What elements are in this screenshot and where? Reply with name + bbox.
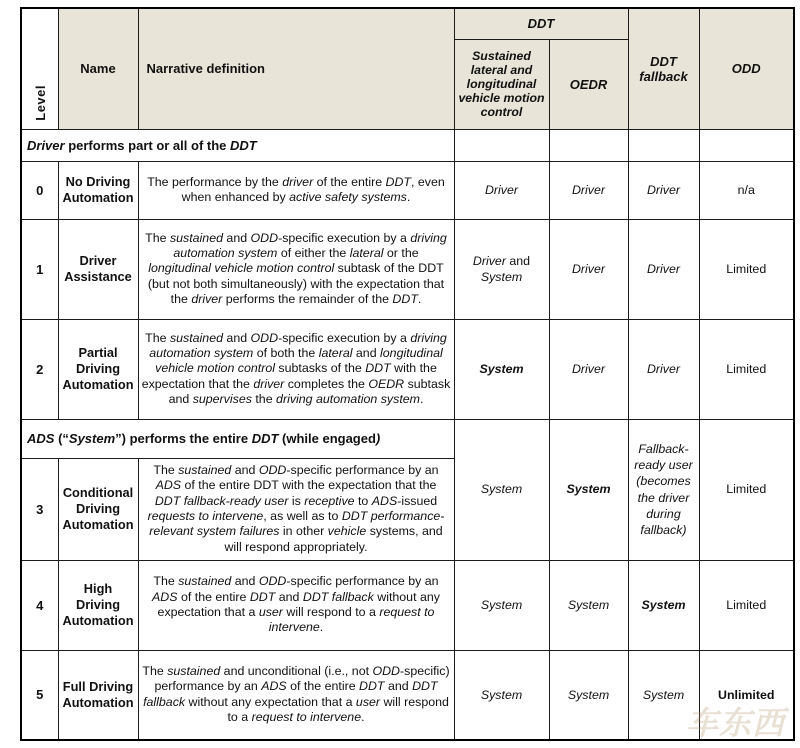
name-cell: No Driving Automation <box>58 161 138 219</box>
sustained-control-cell: System <box>454 650 549 740</box>
name-cell: Driver Assistance <box>58 219 138 319</box>
narrative-cell: The sustained and ODD-specific performance by an ADS of the entire DDT and DDT fallback without any expectation that a user will respond to a request to intervene. <box>138 560 454 650</box>
column-header-ddt-group: DDT <box>454 8 628 39</box>
oedr-cell: Driver <box>549 219 628 319</box>
ddt-fallback-cell: Driver <box>628 161 699 219</box>
name-cell: Conditional Driving Automation <box>58 458 138 560</box>
oedr-cell: Driver <box>549 319 628 419</box>
oedr-cell: System <box>549 419 628 560</box>
oedr-cell: System <box>549 560 628 650</box>
table-row-level-5 <box>21 650 794 740</box>
column-header-name: Name <box>58 8 138 129</box>
section1-empty-odd <box>699 129 794 161</box>
name-cell: High Driving Automation <box>58 560 138 650</box>
level-cell: 2 <box>21 319 58 419</box>
ddt-fallback-cell: Fallback-ready user (becomes the driver during fallback) <box>628 419 699 560</box>
column-header-level <box>21 8 58 129</box>
column-header-odd: ODD <box>699 8 794 129</box>
narrative-cell: The sustained and ODD-specific performance by an ADS of the entire DDT with the expectation that the DDT fallback-ready user is receptive to ADS-issued requests to intervene, as well as to DDT performance-relevant system failures in other vehicle systems, and will respond appropriately. <box>138 458 454 560</box>
level-header-label: Level <box>33 84 49 121</box>
table-row-level-1 <box>21 219 794 319</box>
column-header-oedr: OEDR <box>549 39 628 129</box>
section1-empty-fallback <box>628 129 699 161</box>
narrative-cell: The sustained and unconditional (i.e., not ODD-specific) performance by an ADS of the entire DDT and DDT fallback without any expectation that a user will respond to a request to intervene. <box>138 650 454 740</box>
table-row-level-2 <box>21 319 794 419</box>
sustained-control-cell: System <box>454 560 549 650</box>
sustained-control-cell: System <box>454 319 549 419</box>
column-header-sustained-control: Sustained lateral and longitudinal vehicle motion control <box>454 39 549 129</box>
section-band-ads: ADS (“System”) performs the entire DDT (while engaged) <box>21 419 454 458</box>
sustained-control-cell: Driver and System <box>454 219 549 319</box>
odd-cell: Limited <box>699 560 794 650</box>
name-cell: Full Driving Automation <box>58 650 138 740</box>
level-cell: 1 <box>21 219 58 319</box>
section-band-driver: Driver performs part or all of the DDT <box>21 129 454 161</box>
oedr-cell: System <box>549 650 628 740</box>
level-cell: 4 <box>21 560 58 650</box>
levels-table <box>20 7 795 741</box>
odd-cell: n/a <box>699 161 794 219</box>
sae-automation-levels-table <box>20 7 795 741</box>
ddt-fallback-cell: System <box>628 650 699 740</box>
column-header-narrative: Narrative definition <box>138 8 454 129</box>
ddt-fallback-cell: Driver <box>628 319 699 419</box>
ddt-fallback-cell: Driver <box>628 219 699 319</box>
odd-cell: Unlimited <box>699 650 794 740</box>
narrative-cell: The sustained and ODD-specific execution by a driving automation system of both the lateral and longitudinal vehicle motion control subtasks of the DDT with the expectation that the driver completes the OEDR subtask and supervises the driving automation system. <box>138 319 454 419</box>
level-cell: 0 <box>21 161 58 219</box>
column-header-ddt-fallback: DDT fallback <box>628 8 699 129</box>
level-cell: 3 <box>21 458 58 560</box>
narrative-cell: The performance by the driver of the entire DDT, even when enhanced by active safety systems. <box>138 161 454 219</box>
level-cell: 5 <box>21 650 58 740</box>
narrative-cell: The sustained and ODD-specific execution by a driving automation system of either the lateral or the longitudinal vehicle motion control subtask of the DDT (but not both simultaneously) with the expectation that the driver performs the remainder of the DDT. <box>138 219 454 319</box>
odd-cell: Limited <box>699 319 794 419</box>
section1-empty-oedr <box>549 129 628 161</box>
sustained-control-cell: Driver <box>454 161 549 219</box>
site-watermark: 车东西 <box>686 705 786 741</box>
table-row-level-0 <box>21 161 794 219</box>
section1-empty-sustained <box>454 129 549 161</box>
ddt-fallback-cell: System <box>628 560 699 650</box>
sustained-control-cell: System <box>454 419 549 560</box>
oedr-cell: Driver <box>549 161 628 219</box>
name-cell: Partial Driving Automation <box>58 319 138 419</box>
odd-cell: Limited <box>699 219 794 319</box>
table-row-level-4 <box>21 560 794 650</box>
odd-cell: Limited <box>699 419 794 560</box>
